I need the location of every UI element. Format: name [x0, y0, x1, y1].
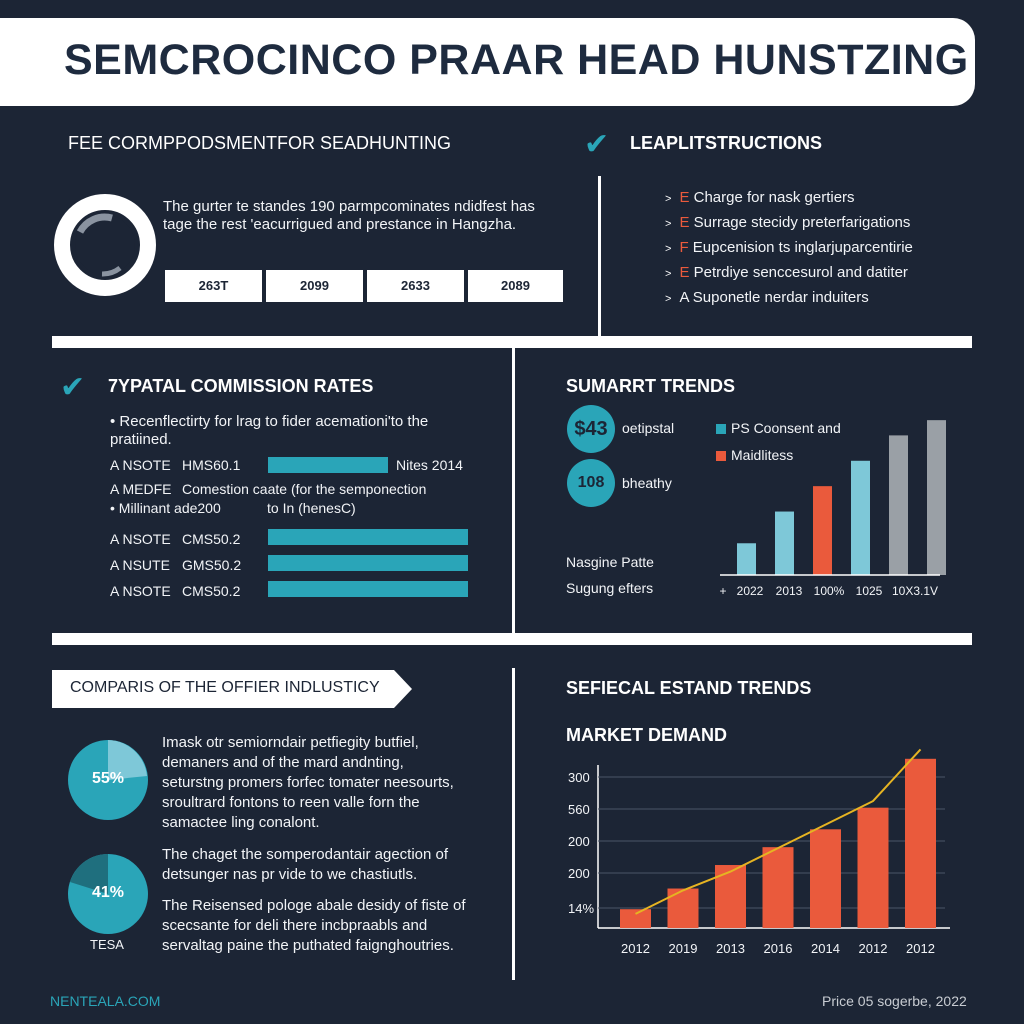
market-heading: SEFIECAL ESTAND TRENDS	[566, 678, 812, 698]
rate-row-1-bar	[268, 457, 388, 473]
trends-x-label-3: 2013	[775, 584, 803, 598]
trends-x-label-1: +	[719, 584, 727, 598]
trends-badge-1-label: oetipstal	[622, 420, 675, 436]
market-subheading: MARKET DEMAND	[566, 725, 727, 745]
rate-row-4-bar	[268, 581, 468, 597]
market-bar-2	[668, 889, 699, 928]
check-icon: ✔	[60, 371, 86, 404]
commission-mid-line1-a: A MEDFE	[110, 481, 172, 497]
legend-label-1: PS Coonsent and	[731, 420, 841, 436]
market-y-label-1: 300	[568, 770, 590, 785]
trends-badge-2: 108	[567, 459, 615, 507]
instruction-item-5: > A Suponetle nerdar induiters	[665, 289, 869, 306]
rate-row-4-label: A NSOTE	[110, 583, 171, 599]
trends-bar-5	[889, 435, 908, 575]
market-x-label-2: 2019	[668, 941, 698, 956]
trends-x-label-4: 100%	[813, 584, 845, 598]
legend-label-2: Maidlitess	[731, 447, 794, 463]
trends-badge-1: $43	[567, 405, 615, 453]
fee-text-line1: The gurter te standes 190 parmpcominates ndidfest has	[163, 198, 535, 215]
trends-bar-4	[851, 461, 870, 575]
year-box-4: 2089	[468, 270, 563, 302]
market-x-label-5: 2014	[811, 941, 840, 956]
trends-bar-2	[775, 512, 794, 575]
market-bar-4	[763, 847, 794, 928]
market-bar-6	[858, 808, 889, 928]
rate-row-3-code: GMS50.2	[182, 557, 242, 573]
footer-site: NENTEALA.COM	[50, 993, 161, 1009]
rate-row-2-bar	[268, 529, 468, 545]
pie-41-caption: TESA	[90, 937, 124, 952]
trends-bar-6	[927, 420, 946, 575]
divider-horizontal-2	[52, 633, 972, 645]
commission-mid-line1-b: Comestion caate (for the semponection	[182, 481, 427, 497]
comparison-heading: COMPARIS OF THE OFFIER INDLUSTICY	[70, 679, 380, 696]
market-y-label-3: 200	[568, 834, 590, 849]
market-bar-1	[620, 909, 651, 928]
check-icon: ✔	[584, 128, 610, 161]
instruction-item-1: > E Charge for nask gertiers	[665, 189, 855, 206]
market-bar-5	[810, 829, 841, 928]
market-x-label-7: 2012	[906, 941, 935, 956]
commission-bullet-line2: pratiined.	[110, 431, 172, 448]
instructions-list	[665, 189, 913, 314]
rate-row-4-code: CMS50.2	[182, 583, 241, 599]
commission-bullet-line1: • Recenflectirty for lrag to fider acemationi'to the	[110, 413, 429, 430]
trends-badge-2-label: bheathy	[622, 475, 672, 491]
trends-label-a: Nasgine Patte	[566, 554, 654, 570]
comparison-para2: The chaget the somperodantair agection of detsunger nas pr vide to we chastiutls.	[162, 846, 449, 883]
market-bar-7	[905, 759, 936, 928]
trends-heading: SUMARRT TRENDS	[566, 376, 735, 396]
pie-55-label: 55%	[91, 770, 125, 787]
market-y-label-5: 14%	[568, 901, 595, 916]
page-title: SEMCROCINCO PRAAR HEAD HUNSTZING	[64, 36, 969, 84]
rate-row-2-code: CMS50.2	[182, 531, 241, 547]
market-bar-3	[715, 865, 746, 928]
donut-icon	[50, 190, 160, 300]
year-box-3: 2633	[367, 270, 464, 302]
instruction-item-4: > E Petrdiye senccesurol and datiter	[665, 264, 908, 281]
rate-row-2-label: A NSOTE	[110, 531, 171, 547]
year-box-2: 2099	[266, 270, 363, 302]
comparison-para3: The Reisensed pologe abale desidy of fiste of scecsante for deli there incbpraabls and servaltag paine the puthated faignghoutries.	[162, 897, 466, 954]
instruction-item-2: > E Surrage stecidy preterfarigations	[665, 214, 911, 231]
market-x-label-4: 2016	[763, 941, 793, 956]
instructions-heading: LEAPLITSTRUCTIONS	[630, 133, 822, 153]
rate-row-1-label: A NSOTE	[110, 457, 171, 473]
commission-mid-line2-b: to In (henesC)	[267, 500, 356, 516]
rate-row-1-note: Nites 2014	[396, 457, 463, 473]
market-x-label-1: 2012	[621, 941, 650, 956]
divider-vertical-middle	[512, 348, 515, 633]
pie-41-label: 41%	[91, 884, 125, 901]
instruction-item-3: > F Eupcenision ts inglarjuparcentirie	[665, 239, 913, 256]
trends-x-label-6: 10X3.1V	[891, 584, 939, 598]
rate-row-1-code: HMS60.1	[182, 457, 241, 473]
divider-vertical-bottom	[512, 668, 515, 980]
footer-date: Price 05 sogerbe, 2022	[822, 993, 967, 1009]
market-x-label-6: 2012	[858, 941, 888, 956]
trends-bar-chart	[715, 400, 960, 610]
commission-heading: 7YPATAL COMMISSION RATES	[108, 376, 374, 396]
trends-bar-1	[737, 543, 756, 575]
trends-x-label-5: 1025	[855, 584, 883, 598]
divider-vertical-top	[598, 176, 601, 336]
market-y-label-4: 200	[568, 866, 590, 881]
fee-text-line2: tage the rest 'eacurrigued and prestance in Hangzha.	[163, 216, 517, 233]
market-x-label-3: 2013	[716, 941, 745, 956]
rate-row-3-label: A NSUTE	[110, 557, 170, 573]
fee-heading: FEE CORMPPODSMENTFOR SEADHUNTING	[68, 133, 452, 153]
trends-label-b: Sugung efters	[566, 580, 654, 596]
market-y-label-2: 560	[568, 802, 590, 817]
divider-horizontal-1	[52, 336, 972, 348]
commission-mid-line2-a: • Millinant ade200	[110, 500, 221, 516]
trends-x-label-2: 2022	[736, 584, 764, 598]
rate-row-3-bar	[268, 555, 468, 571]
trends-bar-3	[813, 486, 832, 575]
year-box-1: 263T	[165, 270, 262, 302]
comparison-para1: Imask otr semiorndair petfiegity butfiel, demaners and of the mard andnting, seturstng promers forfec tomater neesourts, sroultrard fontons to reen valle forn the samactee ling conalont.	[162, 734, 454, 831]
market-bar-chart	[560, 735, 980, 965]
